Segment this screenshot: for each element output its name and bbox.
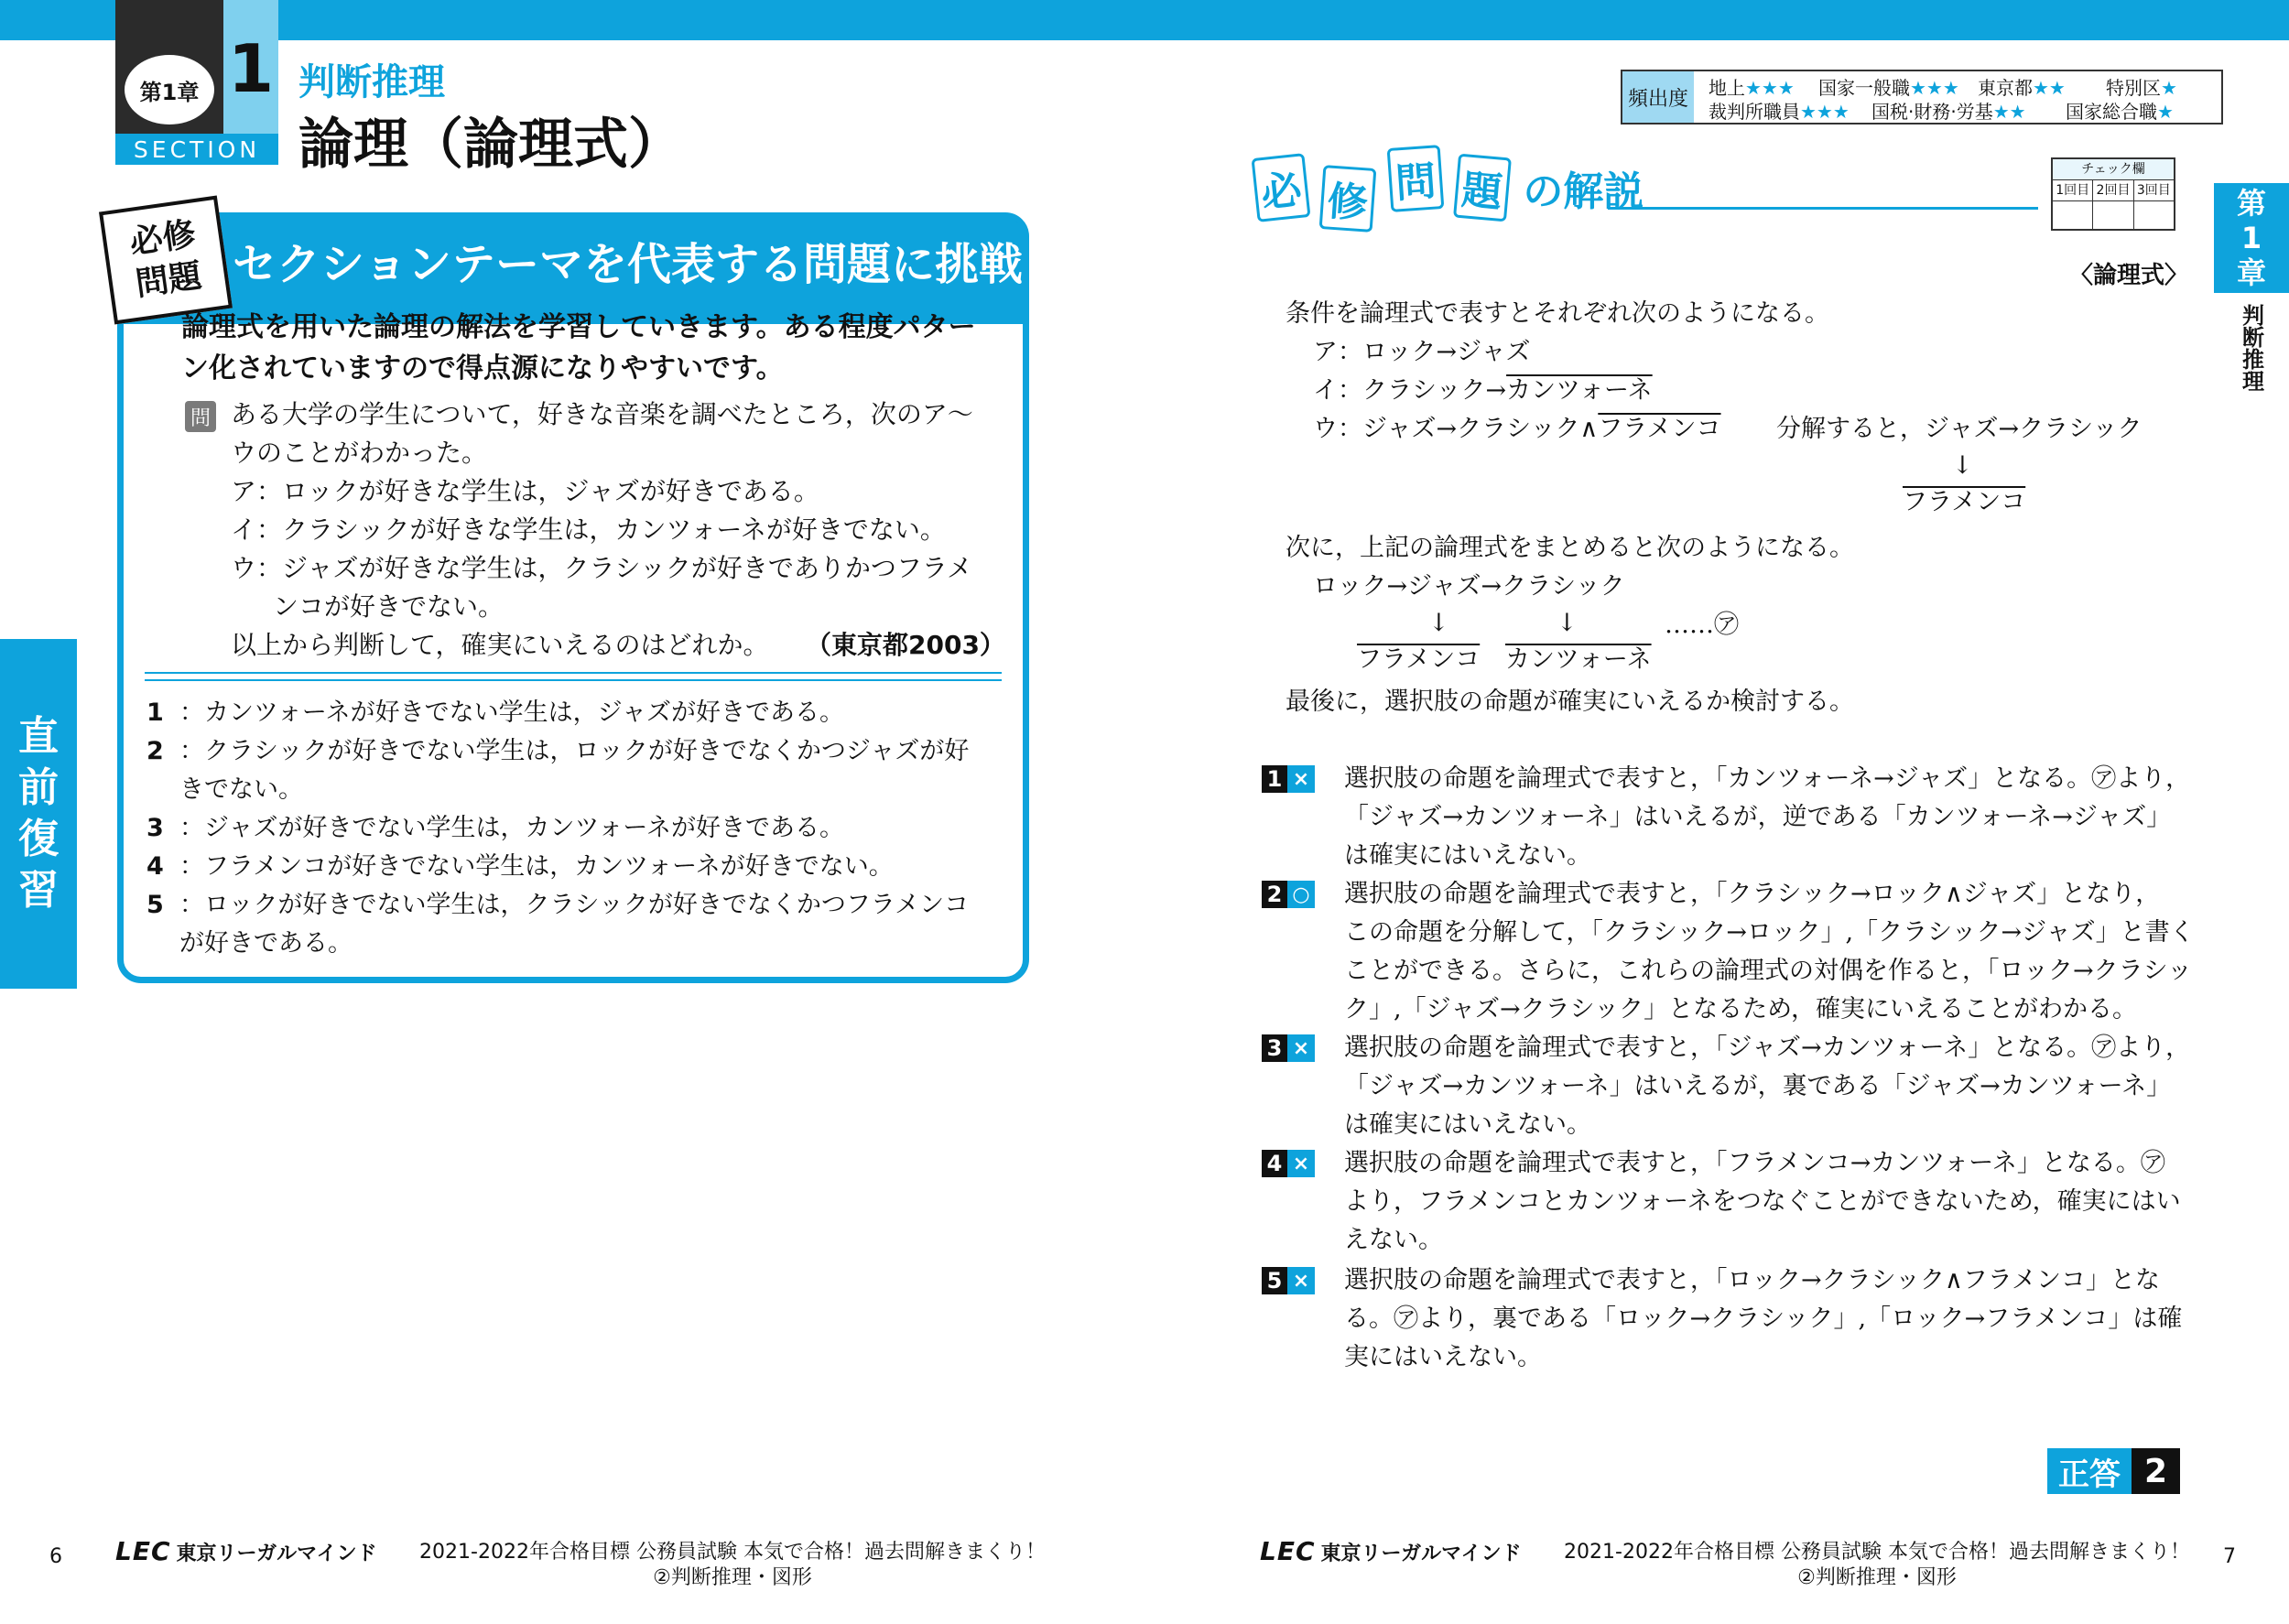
star-rating: ★★ xyxy=(1992,101,2026,123)
question-line: 以上から判断して，確実にいえるのはどれか。 xyxy=(231,630,769,660)
answer-line: この命題を分解して，「クラシック→ロック」,「クラシック→ジャズ」と書く xyxy=(1344,918,2195,947)
book-title-line: ②判断推理・図形 xyxy=(653,1566,812,1589)
book-title-line: 2021-2022年合格目標 公務員試験 本気で合格！過去問解きまくり！ xyxy=(419,1541,1046,1564)
subject-heading: 判断推理 xyxy=(298,61,445,103)
side-tab-chapter xyxy=(2214,183,2289,293)
question-line: ンコが好きでない。 xyxy=(273,591,504,622)
choice-text: ：ジャズが好きでない学生は，カンツォーネが好きである。 xyxy=(179,814,845,842)
check-cell[interactable] xyxy=(2053,201,2093,231)
badge-line-1: 必修 xyxy=(127,215,199,263)
page-title: 論理（論理式） xyxy=(298,113,683,177)
publisher-logo-left xyxy=(115,1536,377,1566)
question-line: ある大学の学生について，好きな音楽を調べたところ，次のア〜 xyxy=(231,399,973,429)
side-char: 1 xyxy=(2240,221,2262,255)
exam-name: 東京都 xyxy=(1978,77,2033,99)
check-col: 1回目 xyxy=(2053,180,2093,200)
condition-a: ア：ロック→ジャズ xyxy=(1313,338,1531,366)
question-line: イ：クラシックが好きな学生は，カンツォーネが好きでない。 xyxy=(231,514,946,545)
side-tab-char: 前 xyxy=(18,764,59,811)
answer-line: 「ジャズ→カンツォーネ」はいえるが，逆である「カンツォーネ→ジャズ」 xyxy=(1344,803,2172,831)
problem-box-title: セクションテーマを代表する問題に挑戦！ xyxy=(233,239,1068,290)
side-tab-char: 直 xyxy=(18,713,59,760)
answer-marker xyxy=(1262,765,1315,793)
side-char: 第 xyxy=(2236,186,2266,221)
kaisetsu-box: 必 xyxy=(1252,153,1311,222)
answer-judgement: × xyxy=(1287,765,1315,793)
side-tab-review xyxy=(0,639,77,989)
negated-term: カンツォーネ xyxy=(1505,645,1652,674)
answer-line: 選択肢の命題を論理式で表すと，「ジャズ→カンツォーネ」となる。㋐より， xyxy=(1344,1034,2191,1062)
answer-judgement: × xyxy=(1287,1034,1315,1062)
book-title-line: 2021-2022年合格目標 公務員試験 本気で合格！過去問解きまくり！ xyxy=(1564,1541,2190,1564)
question-icon: 問 xyxy=(185,401,216,432)
answer-line: 選択肢の命題を論理式で表すと，「クラシック→ロック∧ジャズ」となり， xyxy=(1344,880,2161,908)
check-cell[interactable] xyxy=(2093,201,2133,231)
check-cell[interactable] xyxy=(2134,201,2174,231)
choice-text: ：フラメンコが好きでない学生は，カンツォーネが好きでない。 xyxy=(179,852,894,881)
answer-number: 1 xyxy=(1262,765,1287,793)
side-tab-subject: 判断推理 xyxy=(2238,304,2264,392)
hisshu-badge xyxy=(99,196,233,325)
answer-judgement: ○ xyxy=(1287,881,1315,908)
star-rating: ★ xyxy=(2161,77,2177,99)
choice-item xyxy=(146,848,1007,886)
publisher-logo-right xyxy=(1260,1536,1522,1566)
frequency-label: 頻出度 xyxy=(1622,71,1694,123)
frequency-row xyxy=(1871,97,2026,124)
star-rating: ★★★ xyxy=(1800,101,1850,123)
side-char: 章 xyxy=(2236,255,2266,290)
star-rating: ★★★ xyxy=(1745,77,1795,99)
condition-text: イ：クラシック→ xyxy=(1313,376,1507,405)
condition-text: ウ：ジャズ→クラシック∧ xyxy=(1313,415,1599,443)
answer-line: 実にはいえない。 xyxy=(1344,1343,1542,1371)
page-number-left: 6 xyxy=(49,1545,62,1568)
answer-number: 4 xyxy=(1262,1150,1287,1177)
negated-term: フラメンコ xyxy=(1903,488,2026,516)
answer-judgement: × xyxy=(1287,1150,1315,1177)
choice-number: 1 xyxy=(146,698,164,727)
answer-line: より，フラメンコとカンツォーネをつなぐことができないため，確実にはい xyxy=(1344,1187,2181,1216)
exam-name: 特別区 xyxy=(2106,77,2161,99)
negated-term: フラメンコ xyxy=(1357,645,1481,674)
arrow-down: ↓ xyxy=(1557,609,1578,637)
answer-line: は確実にはいえない。 xyxy=(1344,1110,1591,1139)
book-title-line: ②判断推理・図形 xyxy=(1797,1566,1957,1589)
company-name: 東京リーガルマインド xyxy=(176,1543,377,1565)
book-title-right xyxy=(1557,1540,2197,1591)
choice-item xyxy=(146,886,1007,963)
choice-text: ：ロックが好きでない学生は，クラシックが好きでなくかつフラメンコが好きである。 xyxy=(179,891,970,958)
frequency-row xyxy=(1709,73,1795,100)
choice-text: ：クラシックが好きでない学生は，ロックが好きでなくかつジャズが好きでない。 xyxy=(179,737,970,804)
chain-mark: ……㋐ xyxy=(1665,611,1739,639)
kaisetsu-heading xyxy=(1254,156,1644,228)
book-title-left xyxy=(412,1540,1053,1591)
kaisetsu-rest: の解説 xyxy=(1523,168,1644,215)
choice-text: ：カンツォーネが好きでない学生は，ジャズが好きである。 xyxy=(179,698,845,727)
company-name: 東京リーガルマインド xyxy=(1320,1543,1522,1565)
lec-logo: LEC xyxy=(115,1536,171,1566)
frequency-row xyxy=(2106,73,2177,100)
chapter-label: 第1章 xyxy=(125,55,214,125)
negated-term: カンツォーネ xyxy=(1506,376,1653,405)
choice-number: 5 xyxy=(146,891,164,919)
frequency-row xyxy=(1978,73,2066,100)
answer-marker xyxy=(1262,1034,1315,1062)
answer-marker xyxy=(1262,881,1315,908)
correct-answer-label: 正答 xyxy=(2047,1448,2132,1494)
kaisetsu-box: 題 xyxy=(1453,154,1512,222)
question-line: ウ：ジャズが好きな学生は，クラシックが好きでありかつフラメ xyxy=(231,553,973,583)
check-box xyxy=(2051,157,2175,231)
exam-name: 国家総合職 xyxy=(2066,101,2157,123)
check-cells xyxy=(2053,201,2174,231)
answer-line: ク」,「ジャズ→クラシック」となるため，確実にいえることがわかる。 xyxy=(1344,995,2138,1023)
explanation-line: 最後に，選択肢の命題が確実にいえるか検討する。 xyxy=(1286,687,1854,716)
choice-number: 3 xyxy=(146,814,164,842)
frequency-row xyxy=(1709,97,1850,124)
question-source: （東京都2003） xyxy=(806,630,1005,660)
answer-number: 5 xyxy=(1262,1267,1287,1294)
condition-u xyxy=(1313,410,1721,449)
side-tab-char: 習 xyxy=(18,867,59,914)
exam-name: 地上 xyxy=(1709,77,1745,99)
page-number-right: 7 xyxy=(2223,1545,2236,1568)
side-tab-char: 復 xyxy=(18,816,59,862)
topic-label: 〈論理式〉 xyxy=(2069,262,2189,289)
decompose-line: 分解すると，ジャズ→クラシック xyxy=(1776,415,2143,443)
arrow-down: ↓ xyxy=(1428,609,1449,637)
choice-number: 4 xyxy=(146,852,164,881)
condition-i xyxy=(1313,372,1653,410)
correct-answer-badge xyxy=(2047,1448,2180,1494)
choice-item xyxy=(146,732,1007,809)
logic-chain: ロック→ジャズ→クラシック xyxy=(1313,572,1625,601)
frequency-row xyxy=(1818,73,1959,100)
explanation-line: 条件を論理式で表すとそれぞれ次のようになる。 xyxy=(1286,299,1829,328)
answer-number: 2 xyxy=(1262,881,1287,908)
check-columns xyxy=(2053,180,2174,201)
question-line: ア：ロックが好きな学生は，ジャズが好きである。 xyxy=(231,476,819,506)
choice-item xyxy=(146,694,1007,732)
correct-answer-value: 2 xyxy=(2132,1448,2180,1494)
badge-line-2: 問題 xyxy=(133,256,204,304)
answer-line: は確実にはいえない。 xyxy=(1344,841,1591,870)
answer-line: 選択肢の命題を論理式で表すと，「ロック→クラシック∧フラメンコ」とな xyxy=(1344,1266,2160,1294)
section-label: SECTION xyxy=(115,134,278,165)
double-divider xyxy=(145,672,1002,681)
kaisetsu-rule xyxy=(1608,207,2038,210)
check-title: チェック欄 xyxy=(2053,159,2174,180)
star-rating: ★★★ xyxy=(1910,77,1959,99)
answer-marker xyxy=(1262,1267,1315,1294)
question-line: ウのことがわかった。 xyxy=(231,438,488,468)
star-rating: ★ xyxy=(2157,101,2174,123)
kaisetsu-box: 問 xyxy=(1386,145,1444,212)
choice-number: 2 xyxy=(146,737,164,765)
answer-line: る。㋐より，裏である「ロック→クラシック」,「ロック→フラメンコ」は確 xyxy=(1344,1305,2183,1333)
arrow-down: ↓ xyxy=(1952,451,1973,480)
check-col: 3回目 xyxy=(2136,183,2171,198)
top-color-bar xyxy=(0,0,2289,40)
answer-judgement: × xyxy=(1287,1267,1315,1294)
exam-name: 国税·財務·労基 xyxy=(1871,101,1993,123)
answer-marker xyxy=(1262,1150,1315,1177)
check-col: 2回目 xyxy=(2093,180,2133,200)
answer-line: 「ジャズ→カンツォーネ」はいえるが，裏である「ジャズ→カンツォーネ」 xyxy=(1344,1072,2172,1100)
exam-name: 国家一般職 xyxy=(1818,77,1910,99)
explanation-line: 次に，上記の論理式をまとめると次のようになる。 xyxy=(1286,534,1854,562)
section-number: 1 xyxy=(223,0,278,137)
frequency-row xyxy=(2066,97,2174,124)
answer-line: えない。 xyxy=(1344,1226,1443,1254)
intro-text: 論理式を用いた論理の解法を学習していきます。ある程度パターン化されていますので得点源になりやすいです。 xyxy=(181,311,976,384)
exam-name: 裁判所職員 xyxy=(1709,101,1800,123)
answer-number: 3 xyxy=(1262,1034,1287,1062)
answer-line: 選択肢の命題を論理式で表すと，「カンツォーネ→ジャズ」となる。㋐より， xyxy=(1344,764,2191,793)
answer-line: 選択肢の命題を論理式で表すと，「フラメンコ→カンツォーネ」となる。㋐ xyxy=(1344,1149,2165,1177)
star-rating: ★★ xyxy=(2033,77,2066,99)
choice-item xyxy=(146,809,1007,848)
lec-logo: LEC xyxy=(1260,1536,1316,1566)
kaisetsu-box: 修 xyxy=(1319,165,1377,233)
answer-line: ことができる。さらに，これらの論理式の対偶を作ると，「ロック→クラシッ xyxy=(1344,957,2193,985)
negated-term: フラメンコ xyxy=(1598,415,1721,443)
